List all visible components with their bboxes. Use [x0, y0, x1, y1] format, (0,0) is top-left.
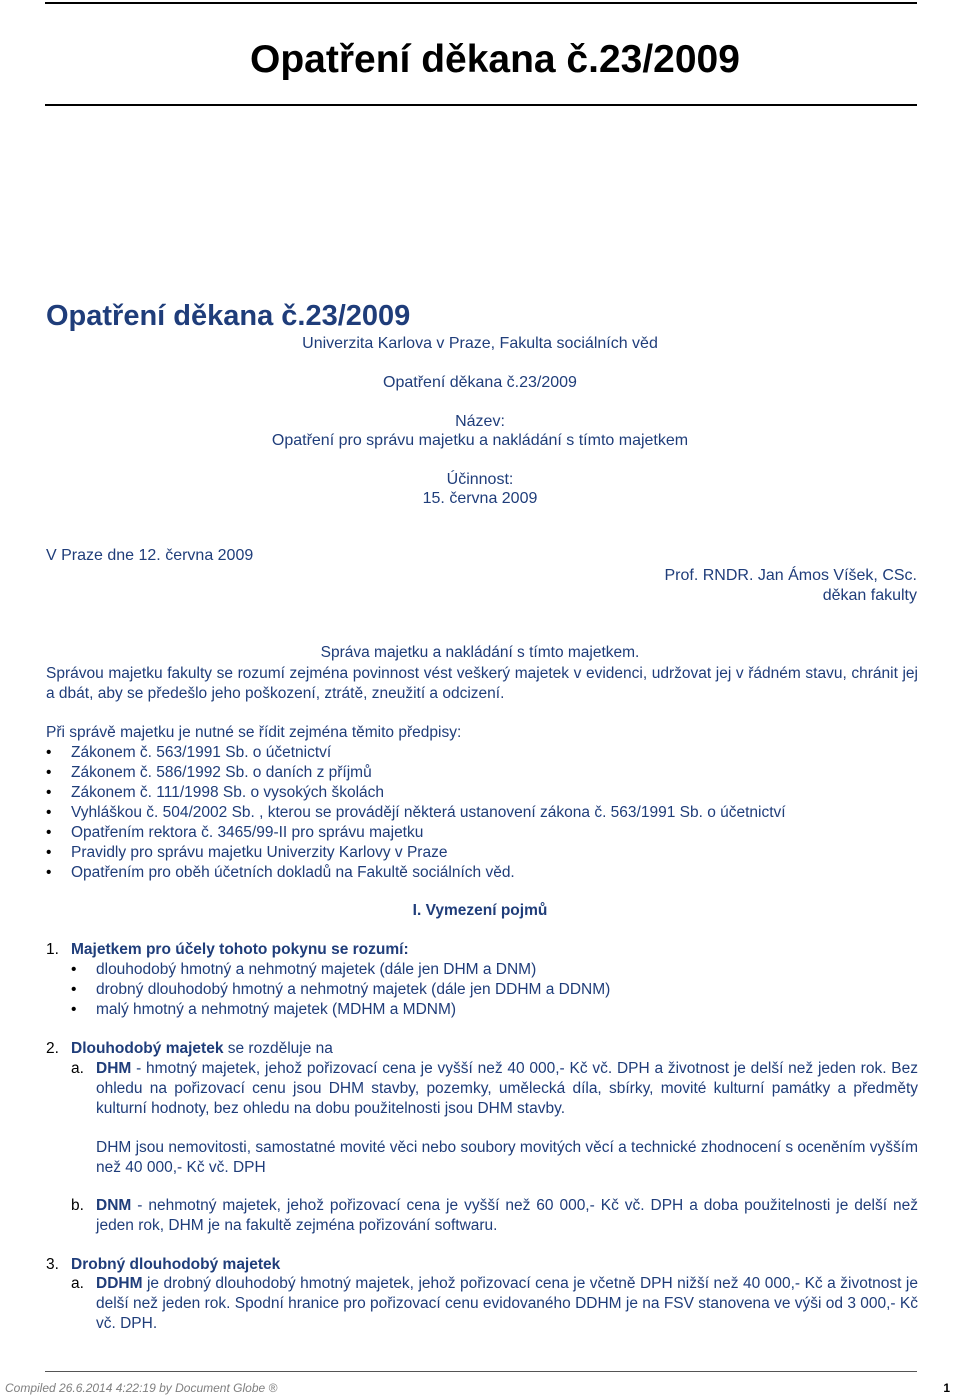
item-letter: b.: [71, 1197, 84, 1214]
term-definition: je drobný dlouhodobý hmotný majetek, jehož pořizovací cena je včetně DPH nižší než 40 000,- Kč a životnost je delší než jeden rok. Spodní hranice pro pořizovací cenu evidovaného DDHM je na FSV stanovena ve výši od 3 000,- Kč vč. DPH.: [96, 1275, 918, 1332]
signer-name: Prof. RNDR. Jan Ámos Víšek, CSc.: [664, 567, 917, 584]
list-item: • Pravidly pro správu majetku Univerzity Karlovy v Praze: [46, 843, 786, 863]
item-number: 3.: [46, 1256, 59, 1273]
item-2b: [71, 1196, 918, 1236]
item-1-list: [71, 960, 610, 1020]
regulations-intro: Při správě majetku je nutné se řídit zejména těmito předpisy:: [46, 724, 462, 741]
document-title: Opatření děkana č.23/2009: [46, 300, 411, 332]
list-item: • malý hmotný a nehmotný majetek (MDHM a MDNM): [71, 1000, 610, 1020]
term-definition: - nehmotný majetek, jehož pořizovací cena je vyšší než 60 000,- Kč vč. DPH a doba použitelnosti je delší než jeden rok, DHM je na fakultě zejména pořizování softwaru.: [96, 1197, 918, 1234]
item-title: Majetkem pro účely tohoto pokynu se rozumí:: [71, 941, 409, 958]
term-definition: - hmotný majetek, jehož pořizovací cena je vyšší než 40 000,- Kč vč. DPH a životnost je delší než jeden rok. Bez ohledu na pořizovací cenu jsou DHM stavby, pozemky, umělecká díla, sbírky, movité kulturní památky a předměty kulturní hodnoty, bez ohledu na dobu použitelnosti jsou DHM stavby.: [96, 1060, 918, 1117]
top-rule: [45, 2, 917, 4]
term-dhm: DHM: [96, 1060, 132, 1077]
signer-role: děkan fakulty: [822, 587, 917, 604]
doc-id: Opatření děkana č.23/2009: [383, 374, 577, 391]
footer-rule: [45, 1371, 917, 1372]
item-3-heading: [46, 1255, 280, 1275]
list-item: • dlouhodobý hmotný a nehmotný majetek (dále jen DHM a DNM): [71, 960, 610, 980]
list-item: • Zákonem č. 586/1992 Sb. o daních z příjmů: [46, 763, 786, 783]
list-item: • Zákonem č. 563/1991 Sb. o účetnictví: [46, 743, 786, 763]
effect-label: Účinnost:: [446, 471, 514, 488]
institution: Univerzita Karlova v Praze, Fakulta sociálních věd: [302, 335, 658, 352]
page-header-title: Opatření děkana č.23/2009: [250, 38, 740, 81]
item-letter: a.: [71, 1275, 84, 1292]
item-2-heading: [46, 1039, 333, 1059]
item-title-bold: Dlouhodobý majetek: [71, 1040, 224, 1057]
list-item: • Opatřením pro oběh účetních dokladů na Fakultě sociálních věd.: [46, 863, 786, 883]
place-date: V Praze dne 12. června 2009: [46, 547, 254, 564]
name-value: Opatření pro správu majetku a nakládání s tímto majetkem: [271, 432, 689, 449]
list-item: • Vyhláškou č. 504/2002 Sb. , kterou se provádějí některá ustanovení zákona č. 563/1991 Sb. o účetnictví: [46, 803, 786, 823]
item-letter: a.: [71, 1060, 84, 1077]
list-item: • drobný dlouhodobý hmotný a nehmotný majetek (dále jen DDHM a DDNM): [71, 980, 610, 1000]
regulations-list: [46, 743, 786, 883]
item-2a-note: DHM jsou nemovitosti, samostatné movité věci nebo soubory movitých věcí a technické zhodnocení s oceněním vyšším než 40 000,- Kč vč. DPH: [96, 1139, 918, 1176]
item-number: 2.: [46, 1040, 59, 1057]
list-item: • Opatřením rektora č. 3465/99-II pro správu majetku: [46, 823, 786, 843]
intro-paragraph: Správou majetku fakulty se rozumí zejména povinnost vést veškerý majetek v evidenci, udržovat jej v řádném stavu, chránit jej a dbát, aby se předešlo jeho poškození, ztrátě, zneužití a odcizení.: [46, 665, 918, 702]
chapter-title: I. Vymezení pojmů: [412, 902, 548, 919]
item-2a: [71, 1059, 918, 1119]
item-number: 1.: [46, 941, 59, 958]
item-1-heading: [46, 940, 409, 960]
list-item: • Zákonem č. 111/1998 Sb. o vysokých školách: [46, 783, 786, 803]
item-title-rest: se rozděluje na: [223, 1040, 333, 1057]
item-3a: [71, 1274, 918, 1334]
effect-value: 15. června 2009: [422, 490, 538, 507]
header-rule: [45, 104, 917, 106]
compiled-note: Compiled 26.6.2014 4:22:19 by Document Globe ®: [5, 1381, 278, 1395]
name-label: Název:: [455, 413, 505, 430]
page-number: 1: [943, 1381, 950, 1395]
section-heading: Správa majetku a nakládání s tímto majetkem.: [320, 644, 640, 661]
item-title: Drobný dlouhodobý majetek: [71, 1256, 281, 1273]
term-dnm: DNM: [96, 1197, 132, 1214]
term-ddhm: DDHM: [96, 1275, 143, 1292]
